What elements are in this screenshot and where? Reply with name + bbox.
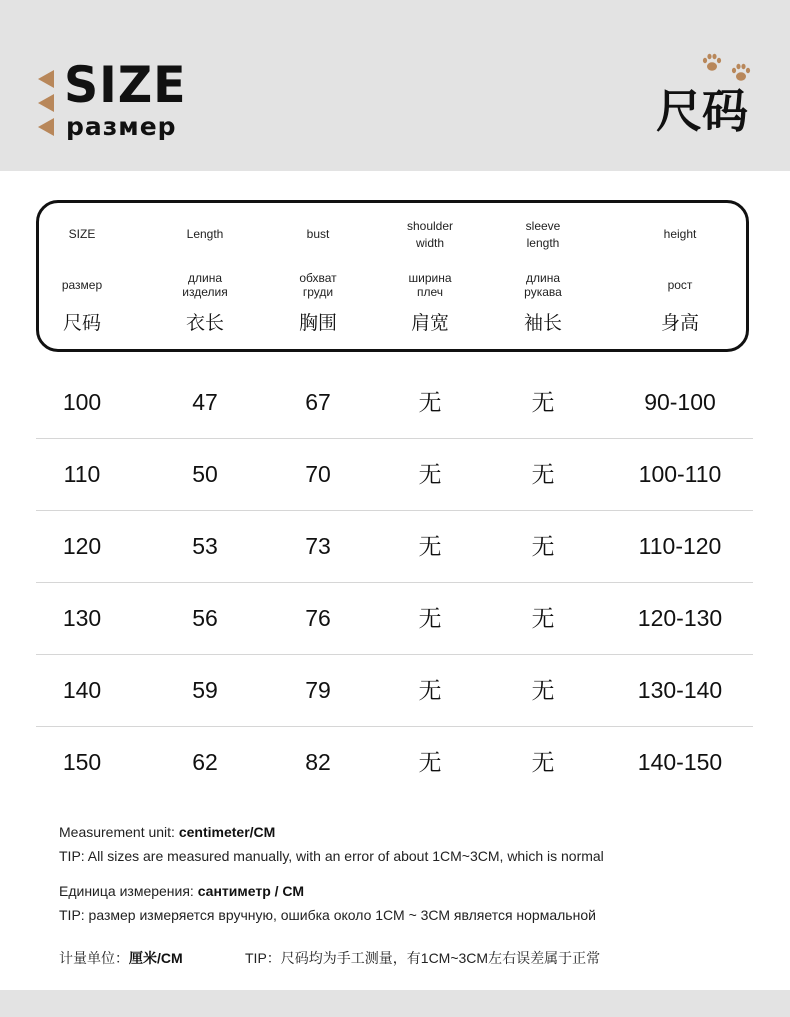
note-unit-en <box>59 824 275 840</box>
note-label: Единица измерения: <box>59 883 198 899</box>
table-cell: 无 <box>418 533 442 559</box>
table-cell: 56 <box>192 605 218 631</box>
table-cell: 53 <box>192 533 218 559</box>
table-cell: 无 <box>531 461 555 487</box>
table-cell: 130-140 <box>637 677 723 703</box>
table-cell: 100-110 <box>638 461 722 487</box>
table-row <box>36 438 753 511</box>
header-en-label: height <box>663 227 697 241</box>
title-cn: 尺码 <box>656 84 748 138</box>
note-tip-en: TIP: All sizes are measured manually, with an error of about 1CM~3CM, which is normal <box>59 848 604 864</box>
table-row <box>36 582 753 655</box>
table-cell: 110 <box>63 461 101 487</box>
header-cn-label: 袖长 <box>523 313 563 334</box>
header-en-label: SIZE <box>68 227 96 241</box>
table-cell: 无 <box>531 389 555 415</box>
header-ru-label: длина рукава <box>524 271 562 299</box>
triangle-arrow-icon <box>38 118 54 136</box>
table-row <box>36 510 753 583</box>
table-cell: 140-150 <box>637 749 723 775</box>
table-cell: 62 <box>192 749 218 775</box>
note-label: 计量单位： <box>59 950 129 966</box>
table-cell: 73 <box>305 533 331 559</box>
paw-icon <box>701 52 723 74</box>
note-value: centimeter/CM <box>178 824 276 840</box>
triangle-arrow-icon <box>38 94 54 112</box>
header-ru-label: обхват груди <box>299 271 337 299</box>
note-tip-cn: TIP：尺码均为手工测量，有1CM~3CM左右误差属于正常 <box>245 950 601 966</box>
table-row <box>36 726 753 798</box>
table-cell: 无 <box>418 461 442 487</box>
table-cell: 47 <box>192 389 218 415</box>
triangle-arrow-icon <box>38 70 54 88</box>
table-cell: 67 <box>305 389 331 415</box>
header-ru-label: ширина плеч <box>408 271 452 299</box>
table-cell: 76 <box>305 605 331 631</box>
table-cell: 50 <box>192 461 218 487</box>
header-ru-label: размер <box>61 278 103 292</box>
note-label: Measurement unit: <box>59 824 179 840</box>
title-ru: размер <box>66 112 177 141</box>
header-banner <box>0 0 790 171</box>
table-row <box>36 366 753 439</box>
table-cell: 70 <box>305 461 331 487</box>
table-cell: 无 <box>418 605 442 631</box>
table-cell: 无 <box>531 605 555 631</box>
table-cell: 100 <box>62 389 102 415</box>
table-cell: 120 <box>62 533 102 559</box>
table-cell: 130 <box>62 605 102 631</box>
table-row <box>36 654 753 727</box>
table-cell: 无 <box>531 677 555 703</box>
table-cell: 110-120 <box>638 533 722 559</box>
table-cell: 无 <box>418 749 442 775</box>
note-unit-cn <box>59 948 183 968</box>
table-cell: 140 <box>62 677 102 703</box>
header-cn-label: 胸围 <box>298 313 338 334</box>
table-cell: 90-100 <box>644 389 716 415</box>
table-cell: 无 <box>531 749 555 775</box>
footer-bar <box>0 990 790 1017</box>
note-value: сантиметр / СМ <box>197 883 305 899</box>
header-en-label: sleeve length <box>525 219 561 250</box>
header-ru-label: рост <box>667 278 693 292</box>
table-cell: 150 <box>62 749 102 775</box>
header-cn-label: 尺码 <box>62 313 102 334</box>
header-cn-label: 衣长 <box>185 313 225 334</box>
header-en-label: bust <box>306 227 330 241</box>
header-en-label: Length <box>186 227 224 241</box>
title-en: SIZE <box>64 56 187 114</box>
paw-icon <box>730 62 752 84</box>
table-cell: 59 <box>192 677 218 703</box>
table-cell: 120-130 <box>637 605 723 631</box>
note-unit-ru <box>59 883 304 899</box>
note-tip-ru: TIP: размер измеряется вручную, ошибка около 1СМ ~ 3СМ является нормальной <box>59 907 596 923</box>
table-cell: 79 <box>305 677 331 703</box>
table-cell: 无 <box>418 389 442 415</box>
header-ru-label: длина изделия <box>182 271 228 299</box>
header-cn-label: 身高 <box>660 313 700 334</box>
note-value: 厘米/CM <box>129 950 183 966</box>
table-cell: 无 <box>531 533 555 559</box>
table-header-box <box>36 200 749 352</box>
table-cell: 无 <box>418 677 442 703</box>
header-en-label: shoulder width <box>406 219 454 250</box>
header-cn-label: 肩宽 <box>410 313 450 334</box>
table-cell: 82 <box>305 749 331 775</box>
